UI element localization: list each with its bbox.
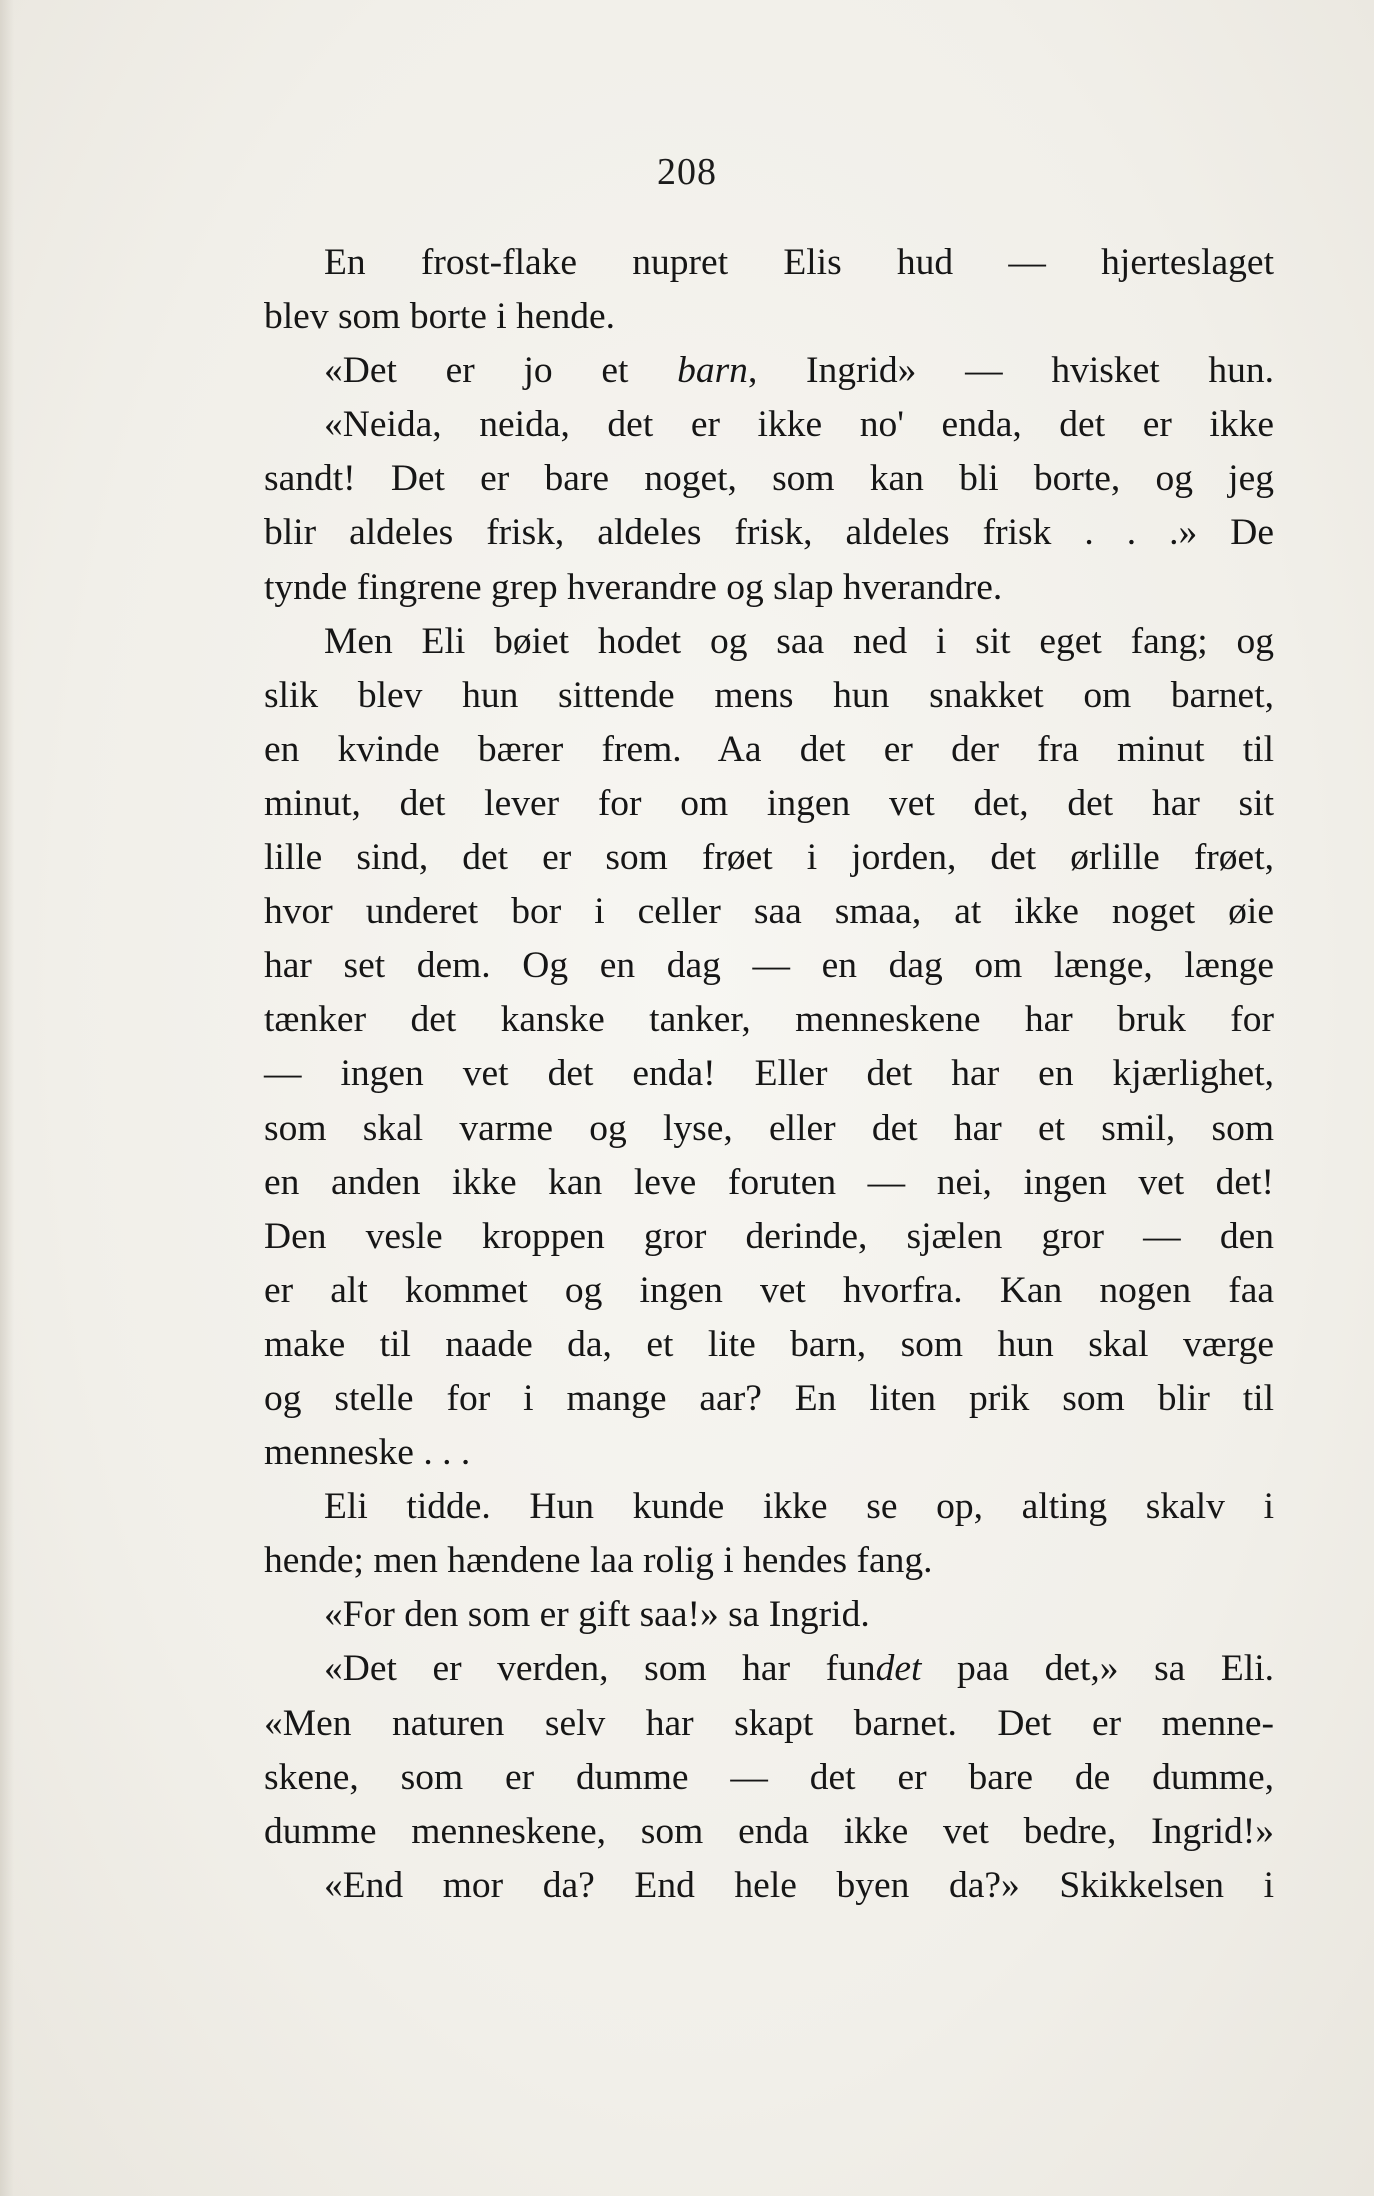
text-line: Eli tidde. Hun kunde ikke se op, alting skalv i bbox=[324, 1486, 1274, 1528]
text-line: har set dem. Og en dag — en dag om længe, længe bbox=[264, 945, 1274, 987]
text-line: «Men naturen selv har skapt barnet. Det er menne- bbox=[264, 1702, 1274, 1744]
text-line: «End mor da? End hele byen da?» Skikkelsen i bbox=[324, 1864, 1274, 1906]
text-line: hende; men hændene laa rolig i hendes fang. bbox=[264, 1540, 933, 1582]
text-line: minut, det lever for om ingen vet det, det har sit bbox=[264, 782, 1274, 824]
text-line: menneske . . . bbox=[264, 1432, 471, 1474]
text-line: slik blev hun sittende mens hun snakket om barnet, bbox=[264, 674, 1274, 716]
text-line: er alt kommet og ingen vet hvorfra. Kan nogen faa bbox=[264, 1269, 1274, 1311]
body-text bbox=[264, 236, 1274, 1913]
text-line: «Det er jo et barn, Ingrid» — hvisket hun. bbox=[324, 350, 1274, 392]
text-line: Men Eli bøiet hodet og saa ned i sit eget fang; og bbox=[324, 620, 1274, 662]
page-edge-shadow bbox=[0, 0, 14, 2196]
text-line: blir aldeles frisk, aldeles frisk, aldeles frisk . . .» De bbox=[264, 512, 1274, 554]
text-line: og stelle for i mange aar? En liten prik som blir til bbox=[264, 1377, 1274, 1419]
text-line: skene, som er dumme — det er bare de dumme, bbox=[264, 1756, 1274, 1798]
text-line: som skal varme og lyse, eller det har et smil, som bbox=[264, 1107, 1274, 1149]
text-line: sandt! Det er bare noget, som kan bli borte, og jeg bbox=[264, 458, 1274, 500]
page-number: 208 bbox=[657, 151, 717, 193]
emphasized-word: barn bbox=[677, 350, 748, 392]
text-line: tynde fingrene grep hverandre og slap hverandre. bbox=[264, 566, 1003, 608]
text-line: en anden ikke kan leve foruten — nei, ingen vet det! bbox=[264, 1161, 1274, 1203]
text-line: «Det er verden, som har fundet paa det,» sa Eli. bbox=[324, 1648, 1274, 1690]
text-line: en kvinde bærer frem. Aa det er der fra minut til bbox=[264, 728, 1274, 770]
text-line: Den vesle kroppen gror derinde, sjælen gror — den bbox=[264, 1215, 1274, 1257]
text-line: — ingen vet det enda! Eller det har en kjærlighet, bbox=[264, 1053, 1274, 1095]
text-line: «Neida, neida, det er ikke no' enda, det er ikke bbox=[324, 404, 1274, 446]
text-line: make til naade da, et lite barn, som hun skal værge bbox=[264, 1323, 1274, 1365]
emphasized-word: det bbox=[875, 1648, 922, 1690]
text-line: hvor underet bor i celler saa smaa, at ikke noget øie bbox=[264, 891, 1274, 933]
text-line: lille sind, det er som frøet i jorden, det ørlille frøet, bbox=[264, 837, 1274, 879]
text-line: blev som borte i hende. bbox=[264, 296, 615, 338]
text-line: tænker det kanske tanker, menneskene har bruk for bbox=[264, 999, 1274, 1041]
text-line: En frost-flake nupret Elis hud — hjerteslaget bbox=[324, 242, 1274, 283]
text-line: dumme menneskene, som enda ikke vet bedre, Ingrid!» bbox=[264, 1810, 1274, 1852]
text-line: «For den som er gift saa!» sa Ingrid. bbox=[324, 1594, 870, 1636]
